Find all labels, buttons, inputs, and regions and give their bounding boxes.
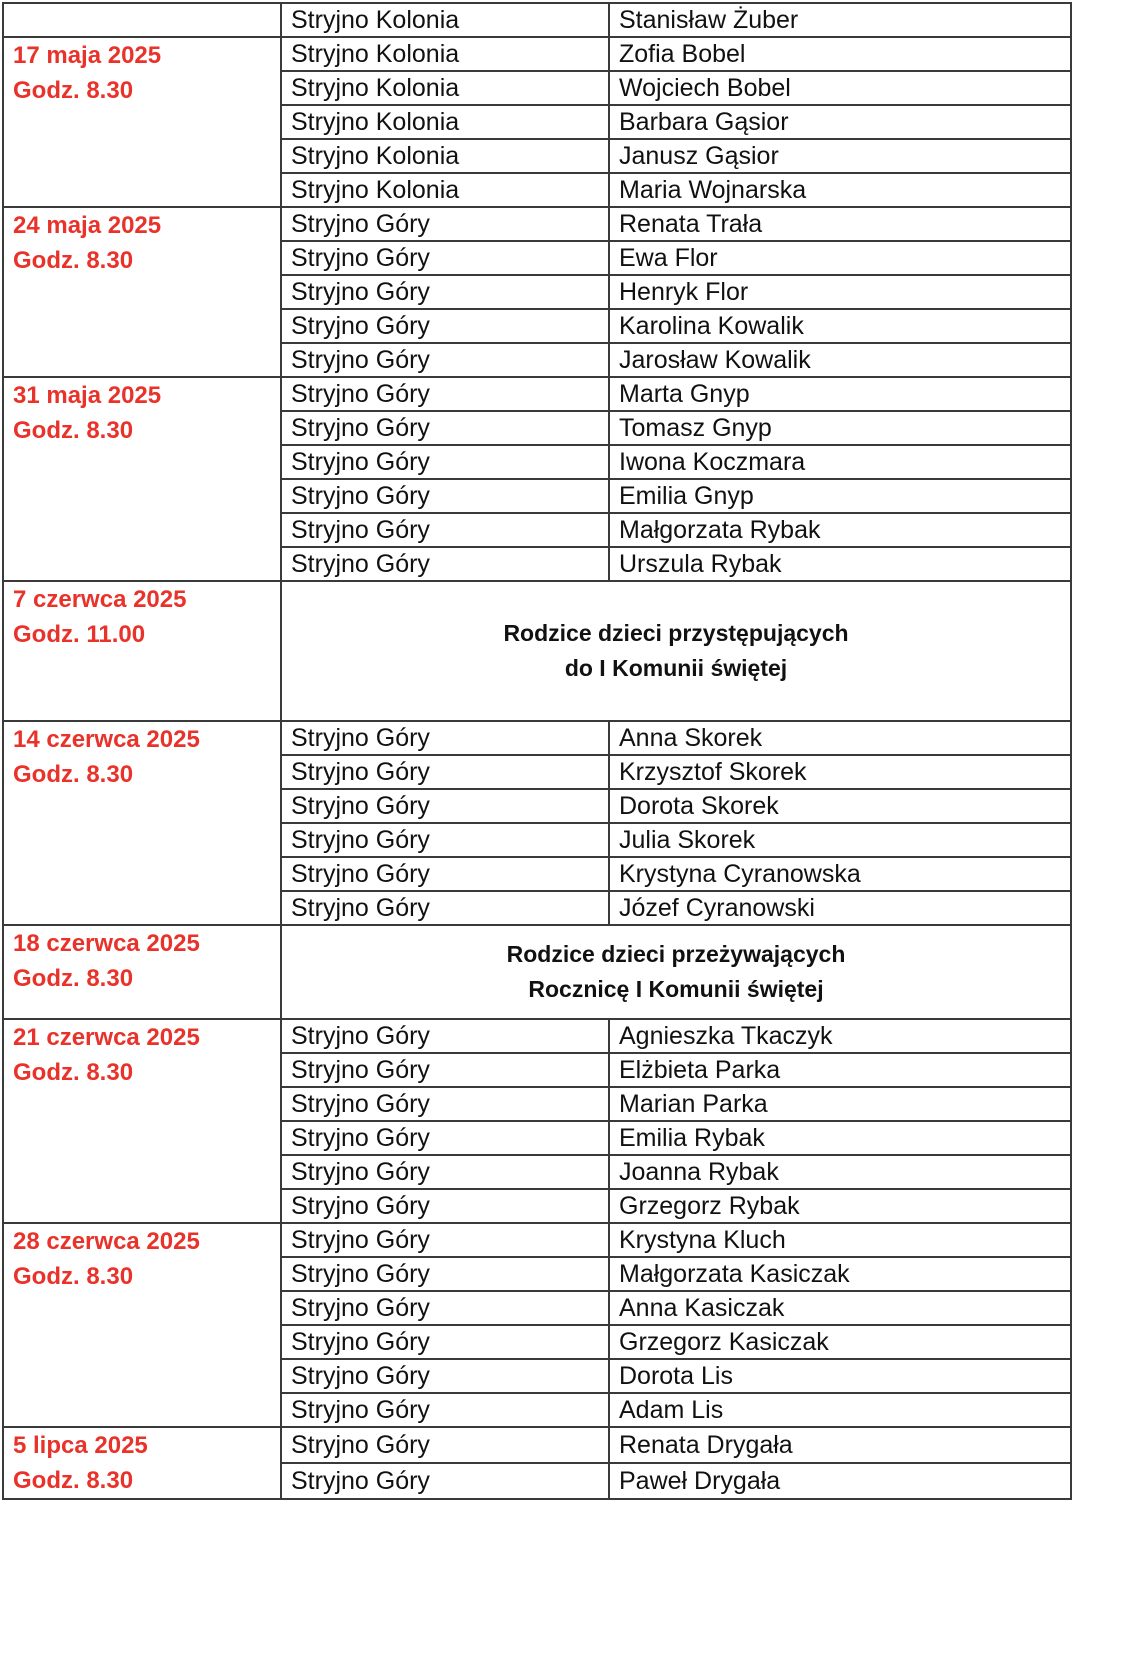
name-cell: Anna Skorek xyxy=(609,721,1071,755)
table-row xyxy=(3,1223,1071,1257)
place-cell: Stryjno Góry xyxy=(281,1325,609,1359)
place-cell: Stryjno Góry xyxy=(281,1155,609,1189)
time-label: Godz. 8.30 xyxy=(13,77,134,104)
table-row xyxy=(3,207,1071,241)
note-line: Rodzice dzieci przeżywających xyxy=(506,941,846,967)
note-line: do I Komunii świętej xyxy=(564,655,788,681)
place-cell: Stryjno Góry xyxy=(281,891,609,925)
place-cell: Stryjno Kolonia xyxy=(281,173,609,207)
note-row xyxy=(3,925,1071,1019)
place-cell: Stryjno Góry xyxy=(281,411,609,445)
name-cell: Iwona Koczmara xyxy=(609,445,1071,479)
note-line: Rocznicę I Komunii świętej xyxy=(528,976,824,1002)
time-label: Godz. 8.30 xyxy=(13,247,134,274)
date-cell xyxy=(3,581,281,721)
date-cell xyxy=(3,37,281,207)
place-cell: Stryjno Góry xyxy=(281,789,609,823)
name-cell: Joanna Rybak xyxy=(609,1155,1071,1189)
time-label: Godz. 8.30 xyxy=(13,965,134,992)
date-cell xyxy=(3,207,281,377)
name-cell: Emilia Rybak xyxy=(609,1121,1071,1155)
table-row xyxy=(3,721,1071,755)
date-label: 17 maja 2025 xyxy=(13,42,162,69)
table-row xyxy=(3,37,1071,71)
name-cell: Maria Wojnarska xyxy=(609,173,1071,207)
date-label: 31 maja 2025 xyxy=(13,382,162,409)
name-cell: Grzegorz Rybak xyxy=(609,1189,1071,1223)
date-label: 24 maja 2025 xyxy=(13,212,162,239)
place-cell: Stryjno Kolonia xyxy=(281,3,609,37)
name-cell: Wojciech Bobel xyxy=(609,71,1071,105)
date-cell xyxy=(3,721,281,925)
name-cell: Krystyna Kluch xyxy=(609,1223,1071,1257)
place-cell: Stryjno Góry xyxy=(281,1427,609,1463)
date-cell xyxy=(3,1427,281,1499)
name-cell: Małgorzata Kasiczak xyxy=(609,1257,1071,1291)
place-cell: Stryjno Góry xyxy=(281,1053,609,1087)
table-row xyxy=(3,377,1071,411)
place-cell: Stryjno Góry xyxy=(281,241,609,275)
date-label: 7 czerwca 2025 xyxy=(13,586,187,613)
note-cell xyxy=(281,925,1071,1019)
time-label: Godz. 8.30 xyxy=(13,1467,134,1494)
name-cell: Małgorzata Rybak xyxy=(609,513,1071,547)
schedule-body xyxy=(3,3,1071,1499)
place-cell: Stryjno Góry xyxy=(281,721,609,755)
place-cell: Stryjno Góry xyxy=(281,1087,609,1121)
name-cell: Barbara Gąsior xyxy=(609,105,1071,139)
time-label: Godz. 8.30 xyxy=(13,1263,134,1290)
name-cell: Adam Lis xyxy=(609,1393,1071,1427)
name-cell: Stanisław Żuber xyxy=(609,3,1071,37)
name-cell: Krzysztof Skorek xyxy=(609,755,1071,789)
place-cell: Stryjno Góry xyxy=(281,1393,609,1427)
note-cell xyxy=(281,581,1071,721)
place-cell: Stryjno Góry xyxy=(281,755,609,789)
place-cell: Stryjno Kolonia xyxy=(281,37,609,71)
place-cell: Stryjno Góry xyxy=(281,207,609,241)
place-cell: Stryjno Kolonia xyxy=(281,105,609,139)
name-cell: Janusz Gąsior xyxy=(609,139,1071,173)
name-cell: Ewa Flor xyxy=(609,241,1071,275)
place-cell: Stryjno Góry xyxy=(281,857,609,891)
date-label: 21 czerwca 2025 xyxy=(13,1024,200,1051)
date-label: 18 czerwca 2025 xyxy=(13,930,200,957)
place-cell: Stryjno Góry xyxy=(281,1189,609,1223)
place-cell: Stryjno Góry xyxy=(281,513,609,547)
time-label: Godz. 8.30 xyxy=(13,417,134,444)
place-cell: Stryjno Góry xyxy=(281,1019,609,1053)
place-cell: Stryjno Góry xyxy=(281,309,609,343)
name-cell: Renata Trała xyxy=(609,207,1071,241)
note-line: Rodzice dzieci przystępujących xyxy=(503,620,849,646)
name-cell: Jarosław Kowalik xyxy=(609,343,1071,377)
date-label: 28 czerwca 2025 xyxy=(13,1228,200,1255)
place-cell: Stryjno Kolonia xyxy=(281,139,609,173)
date-cell xyxy=(3,925,281,1019)
name-cell: Zofia Bobel xyxy=(609,37,1071,71)
date-cell xyxy=(3,1019,281,1223)
name-cell: Renata Drygała xyxy=(609,1427,1071,1463)
table-row xyxy=(3,1019,1071,1053)
place-cell: Stryjno Góry xyxy=(281,377,609,411)
time-label: Godz. 11.00 xyxy=(13,621,146,648)
name-cell: Dorota Skorek xyxy=(609,789,1071,823)
place-cell: Stryjno Góry xyxy=(281,1223,609,1257)
place-cell: Stryjno Góry xyxy=(281,1359,609,1393)
schedule-table xyxy=(2,2,1072,1500)
note-row xyxy=(3,581,1071,721)
name-cell: Marian Parka xyxy=(609,1087,1071,1121)
table-row xyxy=(3,1427,1071,1463)
name-cell: Krystyna Cyranowska xyxy=(609,857,1071,891)
name-cell: Elżbieta Parka xyxy=(609,1053,1071,1087)
date-label: 14 czerwca 2025 xyxy=(13,726,200,753)
name-cell: Józef Cyranowski xyxy=(609,891,1071,925)
place-cell: Stryjno Góry xyxy=(281,1257,609,1291)
name-cell: Emilia Gnyp xyxy=(609,479,1071,513)
name-cell: Henryk Flor xyxy=(609,275,1071,309)
date-label: 5 lipca 2025 xyxy=(13,1432,148,1459)
name-cell: Urszula Rybak xyxy=(609,547,1071,581)
name-cell: Karolina Kowalik xyxy=(609,309,1071,343)
name-cell: Paweł Drygała xyxy=(609,1463,1071,1499)
place-cell: Stryjno Góry xyxy=(281,547,609,581)
place-cell: Stryjno Góry xyxy=(281,823,609,857)
date-cell xyxy=(3,3,281,37)
place-cell: Stryjno Góry xyxy=(281,445,609,479)
place-cell: Stryjno Kolonia xyxy=(281,71,609,105)
time-label: Godz. 8.30 xyxy=(13,761,134,788)
place-cell: Stryjno Góry xyxy=(281,479,609,513)
place-cell: Stryjno Góry xyxy=(281,1121,609,1155)
table-row xyxy=(3,3,1071,37)
place-cell: Stryjno Góry xyxy=(281,343,609,377)
name-cell: Grzegorz Kasiczak xyxy=(609,1325,1071,1359)
name-cell: Marta Gnyp xyxy=(609,377,1071,411)
name-cell: Tomasz Gnyp xyxy=(609,411,1071,445)
place-cell: Stryjno Góry xyxy=(281,275,609,309)
name-cell: Agnieszka Tkaczyk xyxy=(609,1019,1071,1053)
place-cell: Stryjno Góry xyxy=(281,1291,609,1325)
place-cell: Stryjno Góry xyxy=(281,1463,609,1499)
date-cell xyxy=(3,377,281,581)
name-cell: Dorota Lis xyxy=(609,1359,1071,1393)
name-cell: Julia Skorek xyxy=(609,823,1071,857)
date-cell xyxy=(3,1223,281,1427)
name-cell: Anna Kasiczak xyxy=(609,1291,1071,1325)
time-label: Godz. 8.30 xyxy=(13,1059,134,1086)
